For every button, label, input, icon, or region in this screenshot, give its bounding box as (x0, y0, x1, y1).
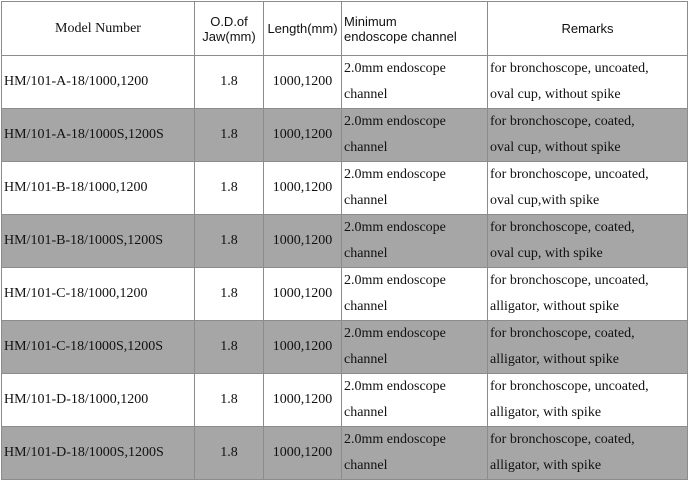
cell-remarks-line: for bronchoscope, uncoated, (490, 167, 649, 182)
cell-remarks-line: for bronchoscope, coated, (490, 220, 635, 235)
cell-channel-line: channel (344, 193, 388, 208)
header-od-of-jaw (195, 2, 264, 56)
cell-od: 1.8 (195, 321, 264, 374)
cell-channel (342, 268, 488, 321)
cell-remarks-line: oval cup, without spike (490, 140, 621, 155)
table-row (2, 215, 688, 268)
cell-remarks-line: alligator, with spike (490, 458, 602, 473)
cell-remarks-line: oval cup, with spike (490, 246, 603, 261)
cell-length: 1000,1200 (264, 109, 342, 162)
cell-remarks (488, 162, 688, 215)
table-row (2, 162, 688, 215)
cell-remarks (488, 374, 688, 427)
cell-channel-line: channel (344, 246, 388, 261)
cell-remarks-line: oval cup, without spike (490, 87, 621, 102)
table-row (2, 268, 688, 321)
table-row (2, 321, 688, 374)
table-row (2, 427, 688, 480)
header-od-line2: Jaw(mm) (202, 28, 256, 44)
spec-table (1, 1, 688, 480)
cell-remarks (488, 268, 688, 321)
header-min-channel (342, 2, 488, 56)
cell-channel-line: 2.0mm endoscope (344, 61, 446, 76)
cell-model-number: HM/101-C-18/1000,1200 (2, 268, 195, 321)
table-row (2, 374, 688, 427)
cell-model-number: HM/101-B-18/1000S,1200S (2, 215, 195, 268)
cell-model-number: HM/101-A-18/1000,1200 (2, 56, 195, 109)
cell-length: 1000,1200 (264, 162, 342, 215)
cell-od: 1.8 (195, 427, 264, 480)
header-row (2, 2, 688, 56)
cell-remarks-line: for bronchoscope, coated, (490, 114, 635, 129)
table-body (2, 56, 688, 480)
cell-model-number: HM/101-C-18/1000S,1200S (2, 321, 195, 374)
cell-channel (342, 162, 488, 215)
cell-channel-line: 2.0mm endoscope (344, 167, 446, 182)
cell-channel-line: 2.0mm endoscope (344, 432, 446, 447)
cell-channel-line: channel (344, 299, 388, 314)
cell-length: 1000,1200 (264, 374, 342, 427)
cell-model-number: HM/101-B-18/1000,1200 (2, 162, 195, 215)
table-row (2, 109, 688, 162)
cell-remarks (488, 56, 688, 109)
cell-channel-line: channel (344, 405, 388, 420)
cell-length: 1000,1200 (264, 268, 342, 321)
cell-length: 1000,1200 (264, 56, 342, 109)
cell-model-number: HM/101-D-18/1000S,1200S (2, 427, 195, 480)
cell-length: 1000,1200 (264, 427, 342, 480)
cell-remarks (488, 109, 688, 162)
cell-channel (342, 215, 488, 268)
cell-model-number: HM/101-D-18/1000,1200 (2, 374, 195, 427)
cell-channel (342, 56, 488, 109)
cell-channel-line: 2.0mm endoscope (344, 273, 446, 288)
cell-model-number: HM/101-A-18/1000S,1200S (2, 109, 195, 162)
cell-od: 1.8 (195, 215, 264, 268)
cell-od: 1.8 (195, 374, 264, 427)
cell-remarks-line: for bronchoscope, coated, (490, 432, 635, 447)
cell-od: 1.8 (195, 56, 264, 109)
cell-channel (342, 109, 488, 162)
cell-channel-line: 2.0mm endoscope (344, 379, 446, 394)
header-channel-line2: endoscope channel (344, 28, 457, 44)
cell-od: 1.8 (195, 162, 264, 215)
cell-remarks-line: alligator, without spike (490, 299, 619, 314)
cell-channel-line: 2.0mm endoscope (344, 114, 446, 129)
cell-od: 1.8 (195, 109, 264, 162)
header-od-line1: O.D.of (210, 13, 248, 29)
cell-remarks (488, 427, 688, 480)
cell-remarks (488, 321, 688, 374)
cell-channel-line: 2.0mm endoscope (344, 326, 446, 341)
table-row (2, 56, 688, 109)
cell-remarks-line: alligator, without spike (490, 352, 619, 367)
cell-channel-line: channel (344, 87, 388, 102)
cell-channel (342, 321, 488, 374)
header-channel-line1: Minimum (344, 13, 397, 29)
cell-remarks (488, 215, 688, 268)
cell-channel (342, 374, 488, 427)
cell-remarks-line: for bronchoscope, uncoated, (490, 61, 649, 76)
cell-length: 1000,1200 (264, 215, 342, 268)
cell-channel-line: channel (344, 458, 388, 473)
table-header (2, 2, 688, 56)
cell-channel-line: channel (344, 140, 388, 155)
cell-length: 1000,1200 (264, 321, 342, 374)
cell-channel-line: channel (344, 352, 388, 367)
cell-remarks-line: oval cup,with spike (490, 193, 600, 208)
cell-channel-line: 2.0mm endoscope (344, 220, 446, 235)
header-length: Length(mm) (264, 2, 342, 56)
cell-channel (342, 427, 488, 480)
cell-remarks-line: for bronchoscope, coated, (490, 326, 635, 341)
cell-remarks-line: for bronchoscope, uncoated, (490, 273, 649, 288)
cell-od: 1.8 (195, 268, 264, 321)
header-model-number: Model Number (2, 2, 195, 56)
cell-remarks-line: for bronchoscope, uncoated, (490, 379, 649, 394)
cell-remarks-line: alligator, with spike (490, 405, 602, 420)
header-remarks: Remarks (488, 2, 688, 56)
